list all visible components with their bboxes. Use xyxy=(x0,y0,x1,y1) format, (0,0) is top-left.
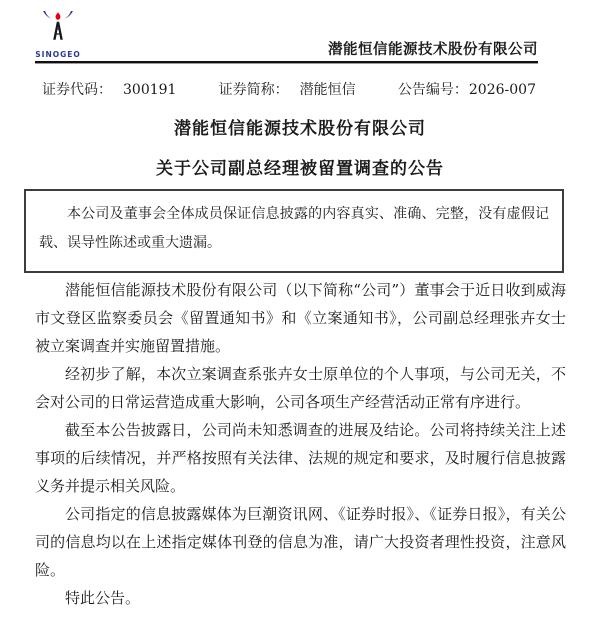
header-divider xyxy=(35,61,538,64)
announcement-no-label: 公告编号： xyxy=(397,82,468,98)
announcement-body xyxy=(35,276,566,612)
stock-code-label: 证券代码： xyxy=(42,82,112,98)
body-paragraph: 潜能恒信能源技术股份有限公司（以下简称“公司”）董事会于近日收到威海市文登区监察委员会《留置通知书》和《立案通知书》，公司副总经理张卉女士被立案调查并实施留置措施。 xyxy=(35,281,566,355)
stock-code-group xyxy=(42,79,176,99)
company-logo xyxy=(33,11,83,59)
disclaimer-text: 本公司及董事会全体成员保证信息披露的内容真实、准确、完整，没有虚假记载、误导性陈述或重大遗漏。 xyxy=(39,206,549,251)
body-paragraph: 公司指定的信息披露媒体为巨潮资讯网、《证券时报》、《证券日报》，有关公司的信息均以在上述指定媒体刊登的信息为准，请广大投资者理性投资，注意风险。 xyxy=(35,505,566,579)
stock-name-group xyxy=(219,79,356,99)
disclaimer-box xyxy=(24,189,564,273)
announcement-no-group xyxy=(398,79,536,99)
logo-wordmark: SINOGEO xyxy=(35,50,81,59)
sinogeo-logo-icon xyxy=(38,11,78,51)
header-company-name: 潜能恒信能源技术股份有限公司 xyxy=(328,42,538,58)
securities-info-bar xyxy=(42,79,536,99)
stock-name-label: 证券简称： xyxy=(218,82,289,98)
stock-code-value: 300191 xyxy=(123,82,177,98)
announcement-title: 关于公司副总经理被留置调查的公告 xyxy=(156,159,444,179)
body-paragraph: 截至本公告披露日，公司尚未知悉调查的进展及结论。公司将持续关注上述事项的后续情况，并严格按照有关法律、法规的规定和要求，及时履行信息披露义务并提示相关风险。 xyxy=(35,421,566,495)
stock-name-value: 潜能恒信 xyxy=(299,82,356,98)
announcement-no-value: 2026-007 xyxy=(468,82,536,98)
closing-statement: 特此公告。 xyxy=(65,589,141,607)
body-paragraph: 经初步了解，本次立案调查系张卉女士原单位的个人事项，与公司无关，不会对公司的日常运营造成重大影响，公司各项生产经营活动正常有序进行。 xyxy=(35,365,566,411)
title-block xyxy=(0,114,600,179)
page-title: 潜能恒信能源技术股份有限公司 xyxy=(174,119,426,139)
